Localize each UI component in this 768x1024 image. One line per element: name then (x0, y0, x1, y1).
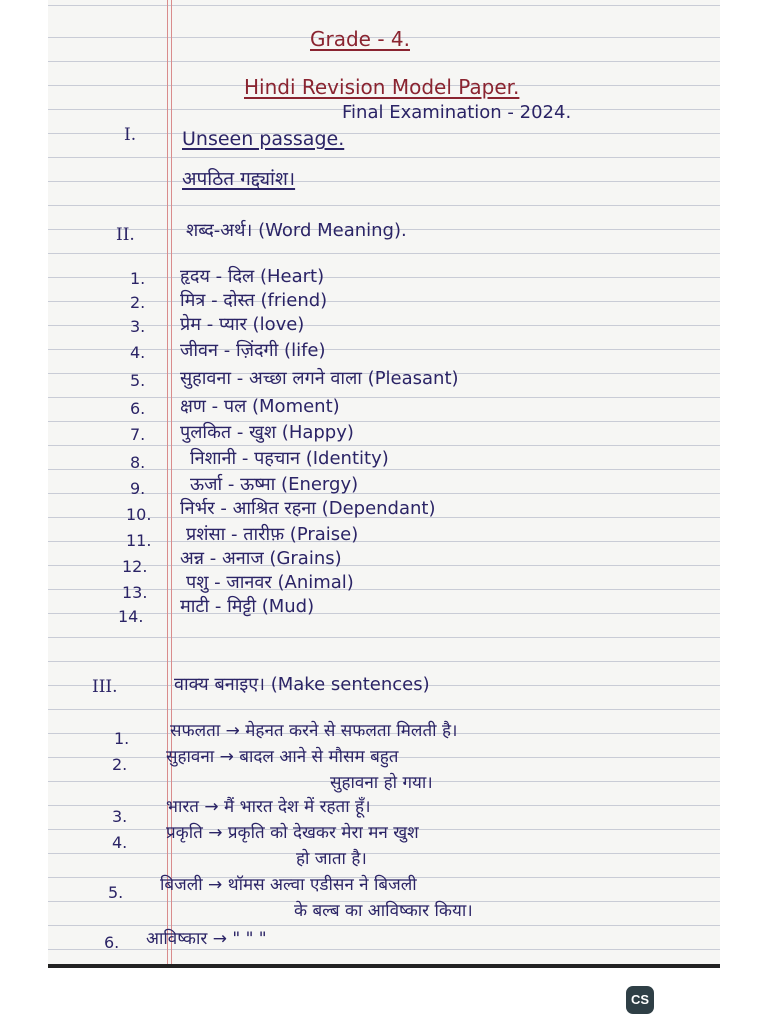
camscanner-logo: CS (626, 986, 654, 1014)
list-item-continuation: हो जाता है। (296, 849, 367, 869)
list-item-number: 8. (130, 453, 146, 472)
list-item: अन्न - अनाज (Grains) (180, 548, 342, 569)
list-item: प्रशंसा - तारीफ़ (Praise) (186, 524, 359, 545)
list-item: क्षण - पल (Moment) (180, 396, 340, 417)
list-item-number: 4. (112, 833, 128, 852)
list-item: सफलता → मेहनत करने से सफलता मिलती है। (170, 721, 458, 741)
list-item-number: 12. (122, 557, 148, 576)
paper-title: Hindi Revision Model Paper. (244, 75, 520, 99)
list-item-continuation: के बल्ब का आविष्कार किया। (294, 901, 473, 921)
list-item: बिजली → थॉमस अल्वा एडीसन ने बिजली (160, 875, 417, 895)
section-1-numeral: I. (124, 125, 137, 145)
section-1-title: Unseen passage. (182, 128, 345, 150)
list-item-number: 5. (108, 883, 124, 902)
list-item-number: 9. (130, 479, 146, 498)
list-item: पुलकित - खुश (Happy) (180, 422, 354, 443)
list-item-number: 11. (126, 531, 152, 550)
grade-heading: Grade - 4. (310, 27, 410, 51)
exam-title: Final Examination - 2024. (342, 102, 572, 123)
list-item-number: 4. (130, 343, 146, 362)
list-item-number: 5. (130, 371, 146, 390)
list-item-number: 2. (130, 293, 146, 312)
list-item-number: 14. (118, 607, 144, 626)
section-3-title: वाक्य बनाइए। (Make sentences) (174, 674, 430, 695)
notebook-page (48, 0, 720, 968)
list-item-number: 1. (130, 269, 146, 288)
list-item: आविष्कार → " " " (146, 929, 267, 949)
list-item-number: 1. (114, 729, 130, 748)
section-3-numeral: III. (92, 677, 118, 697)
list-item: भारत → मैं भारत देश में रहता हूँ। (166, 797, 371, 817)
list-item: माटी - मिट्टी (Mud) (180, 596, 315, 617)
list-item-number: 13. (122, 583, 148, 602)
list-item: मित्र - दोस्त (friend) (180, 290, 328, 311)
list-item: सुहावना - अच्छा लगने वाला (Pleasant) (180, 368, 459, 389)
section-2-title: शब्द-अर्थ। (Word Meaning). (186, 220, 407, 241)
list-item: निर्भर - आश्रित रहना (Dependant) (180, 498, 436, 519)
list-item-continuation: सुहावना हो गया। (330, 773, 433, 793)
list-item: निशानी - पहचान (Identity) (190, 448, 389, 469)
list-item-number: 2. (112, 755, 128, 774)
list-item: प्रेम - प्यार (love) (180, 314, 305, 335)
list-item: पशु - जानवर (Animal) (186, 572, 354, 593)
list-item-number: 6. (104, 933, 120, 952)
list-item-number: 7. (130, 425, 146, 444)
list-item: प्रकृति → प्रकृति को देखकर मेरा मन खुश (166, 823, 419, 843)
list-item: ऊर्जा - ऊष्मा (Energy) (190, 474, 359, 495)
list-item: जीवन - ज़िंदगी (life) (180, 340, 326, 361)
section-2-numeral: II. (116, 225, 135, 245)
list-item: हृदय - दिल (Heart) (180, 266, 325, 287)
list-item-number: 3. (130, 317, 146, 336)
list-item-number: 10. (126, 505, 152, 524)
list-item: सुहावना → बादल आने से मौसम बहुत (166, 747, 399, 767)
section-1-subtitle: अपठित गद्द्यांश। (182, 168, 296, 190)
list-item-number: 3. (112, 807, 128, 826)
list-item-number: 6. (130, 399, 146, 418)
